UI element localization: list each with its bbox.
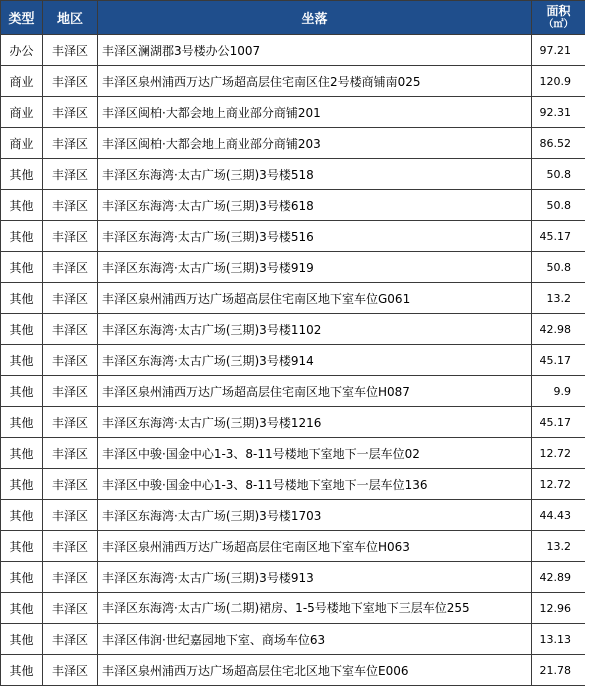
right-margin	[585, 0, 600, 691]
cell-district[interactable]: 丰泽区	[43, 531, 98, 562]
cell-district[interactable]: 丰泽区	[43, 469, 98, 500]
cell-area[interactable]: 45.17	[532, 345, 586, 376]
cell-location[interactable]: 丰泽区东海湾·太古广场(三期)3号楼516	[98, 221, 532, 252]
cell-type[interactable]: 其他	[1, 624, 43, 655]
cell-location[interactable]: 丰泽区中骏·国金中心1-3、8-11号楼地下室地下一层车位136	[98, 469, 532, 500]
table-row[interactable]	[1, 190, 586, 221]
cell-type[interactable]: 商业	[1, 128, 43, 159]
cell-district[interactable]: 丰泽区	[43, 500, 98, 531]
cell-type[interactable]: 其他	[1, 407, 43, 438]
cell-district[interactable]: 丰泽区	[43, 252, 98, 283]
table-row[interactable]	[1, 469, 586, 500]
cell-location[interactable]: 丰泽区东海湾·太古广场(三期)3号楼913	[98, 562, 532, 593]
cell-district[interactable]: 丰泽区	[43, 128, 98, 159]
cell-area[interactable]: 44.43	[532, 500, 586, 531]
cell-location[interactable]: 丰泽区泉州浦西万达广场超高层住宅北区地下室车位E006	[98, 655, 532, 686]
cell-area[interactable]: 50.8	[532, 159, 586, 190]
header-area-label: 面积	[546, 3, 571, 18]
table-row[interactable]	[1, 376, 586, 407]
cell-area[interactable]: 13.13	[532, 624, 586, 655]
cell-area[interactable]: 50.8	[532, 252, 586, 283]
table-row[interactable]	[1, 97, 586, 128]
cell-area[interactable]: 42.98	[532, 314, 586, 345]
cell-location[interactable]: 丰泽区东海湾·太古广场(三期)3号楼1216	[98, 407, 532, 438]
cell-type[interactable]: 其他	[1, 531, 43, 562]
header-type[interactable]: 类型	[1, 1, 43, 35]
cell-area[interactable]: 21.78	[532, 655, 586, 686]
cell-district[interactable]: 丰泽区	[43, 407, 98, 438]
cell-type[interactable]: 其他	[1, 190, 43, 221]
table-row[interactable]	[1, 500, 586, 531]
cell-location[interactable]: 丰泽区东海湾·太古广场(三期)3号楼914	[98, 345, 532, 376]
cell-location[interactable]: 丰泽区泉州浦西万达广场超高层住宅南区住2号楼商铺南025	[98, 66, 532, 97]
cell-type[interactable]: 商业	[1, 97, 43, 128]
cell-location[interactable]: 丰泽区泉州浦西万达广场超高层住宅南区地下室车位H063	[98, 531, 532, 562]
cell-type[interactable]: 其他	[1, 345, 43, 376]
cell-location[interactable]: 丰泽区东海湾·太古广场(三期)3号楼1703	[98, 500, 532, 531]
cell-location[interactable]: 丰泽区中骏·国金中心1-3、8-11号楼地下室地下一层车位02	[98, 438, 532, 469]
cell-type[interactable]: 办公	[1, 35, 43, 66]
cell-location[interactable]: 丰泽区闽柏·大都会地上商业部分商铺203	[98, 128, 532, 159]
table-row[interactable]	[1, 128, 586, 159]
cell-location[interactable]: 丰泽区东海湾·太古广场(二期)裙房、1-5号楼地下室地下三层车位255	[98, 593, 532, 624]
cell-district[interactable]: 丰泽区	[43, 97, 98, 128]
table-body	[1, 35, 586, 686]
cell-area[interactable]: 45.17	[532, 221, 586, 252]
cell-location[interactable]: 丰泽区东海湾·太古广场(三期)3号楼518	[98, 159, 532, 190]
cell-area[interactable]: 50.8	[532, 190, 586, 221]
header-area-unit: （㎡）	[543, 18, 574, 30]
table-row[interactable]	[1, 35, 586, 66]
cell-location[interactable]: 丰泽区东海湾·太古广场(三期)3号楼919	[98, 252, 532, 283]
cell-area[interactable]: 12.72	[532, 438, 586, 469]
cell-district[interactable]: 丰泽区	[43, 190, 98, 221]
cell-location[interactable]: 丰泽区闽柏·大都会地上商业部分商铺201	[98, 97, 532, 128]
cell-area[interactable]: 12.96	[532, 593, 586, 624]
cell-location[interactable]: 丰泽区澜湖郡3号楼办公1007	[98, 35, 532, 66]
table-row[interactable]	[1, 159, 586, 190]
cell-district[interactable]: 丰泽区	[43, 314, 98, 345]
cell-type[interactable]: 其他	[1, 221, 43, 252]
cell-district[interactable]: 丰泽区	[43, 345, 98, 376]
cell-type[interactable]: 其他	[1, 500, 43, 531]
cell-district[interactable]: 丰泽区	[43, 624, 98, 655]
table-row[interactable]	[1, 66, 586, 97]
cell-type[interactable]: 商业	[1, 66, 43, 97]
cell-district[interactable]: 丰泽区	[43, 655, 98, 686]
cell-area[interactable]: 45.17	[532, 407, 586, 438]
header-district[interactable]: 地区	[43, 1, 98, 35]
cell-type[interactable]: 其他	[1, 376, 43, 407]
cell-area[interactable]: 13.2	[532, 283, 586, 314]
cell-area[interactable]: 86.52	[532, 128, 586, 159]
cell-district[interactable]: 丰泽区	[43, 562, 98, 593]
cell-area[interactable]: 120.9	[532, 66, 586, 97]
cell-location[interactable]: 丰泽区东海湾·太古广场(三期)3号楼1102	[98, 314, 532, 345]
cell-location[interactable]: 丰泽区泉州浦西万达广场超高层住宅南区地下室车位G061	[98, 283, 532, 314]
table-row[interactable]	[1, 283, 586, 314]
cell-district[interactable]: 丰泽区	[43, 35, 98, 66]
cell-type[interactable]: 其他	[1, 314, 43, 345]
cell-type[interactable]: 其他	[1, 252, 43, 283]
cell-type[interactable]: 其他	[1, 159, 43, 190]
cell-district[interactable]: 丰泽区	[43, 593, 98, 624]
cell-district[interactable]: 丰泽区	[43, 221, 98, 252]
cell-type[interactable]: 其他	[1, 593, 43, 624]
table-row[interactable]	[1, 562, 586, 593]
cell-area[interactable]: 92.31	[532, 97, 586, 128]
cell-area[interactable]: 13.2	[532, 531, 586, 562]
cell-area[interactable]: 42.89	[532, 562, 586, 593]
table-row[interactable]	[1, 252, 586, 283]
table-row[interactable]	[1, 407, 586, 438]
table-header-row	[1, 1, 586, 35]
header-area[interactable]	[532, 1, 586, 35]
table-row[interactable]	[1, 314, 586, 345]
cell-type[interactable]: 其他	[1, 283, 43, 314]
watermark	[430, 655, 540, 669]
table-row[interactable]	[1, 531, 586, 562]
cell-district[interactable]: 丰泽区	[43, 159, 98, 190]
cell-area[interactable]: 9.9	[532, 376, 586, 407]
header-location[interactable]: 坐落	[98, 1, 532, 35]
cell-district[interactable]: 丰泽区	[43, 438, 98, 469]
table-row[interactable]	[1, 593, 586, 624]
table-row[interactable]	[1, 438, 586, 469]
cell-area[interactable]: 97.21	[532, 35, 586, 66]
cell-district[interactable]: 丰泽区	[43, 376, 98, 407]
table-row[interactable]	[1, 624, 586, 655]
cell-location[interactable]: 丰泽区伟润·世纪嘉园地下室、商场车位63	[98, 624, 532, 655]
cell-type[interactable]: 其他	[1, 562, 43, 593]
cell-type[interactable]: 其他	[1, 469, 43, 500]
cell-district[interactable]: 丰泽区	[43, 66, 98, 97]
cell-type[interactable]: 其他	[1, 655, 43, 686]
cell-district[interactable]: 丰泽区	[43, 283, 98, 314]
table-row[interactable]	[1, 345, 586, 376]
cell-area[interactable]: 12.72	[532, 469, 586, 500]
cell-type[interactable]: 其他	[1, 438, 43, 469]
table-row[interactable]	[1, 221, 586, 252]
cell-location[interactable]: 丰泽区东海湾·太古广场(三期)3号楼618	[98, 190, 532, 221]
cell-location[interactable]: 丰泽区泉州浦西万达广场超高层住宅南区地下室车位H087	[98, 376, 532, 407]
